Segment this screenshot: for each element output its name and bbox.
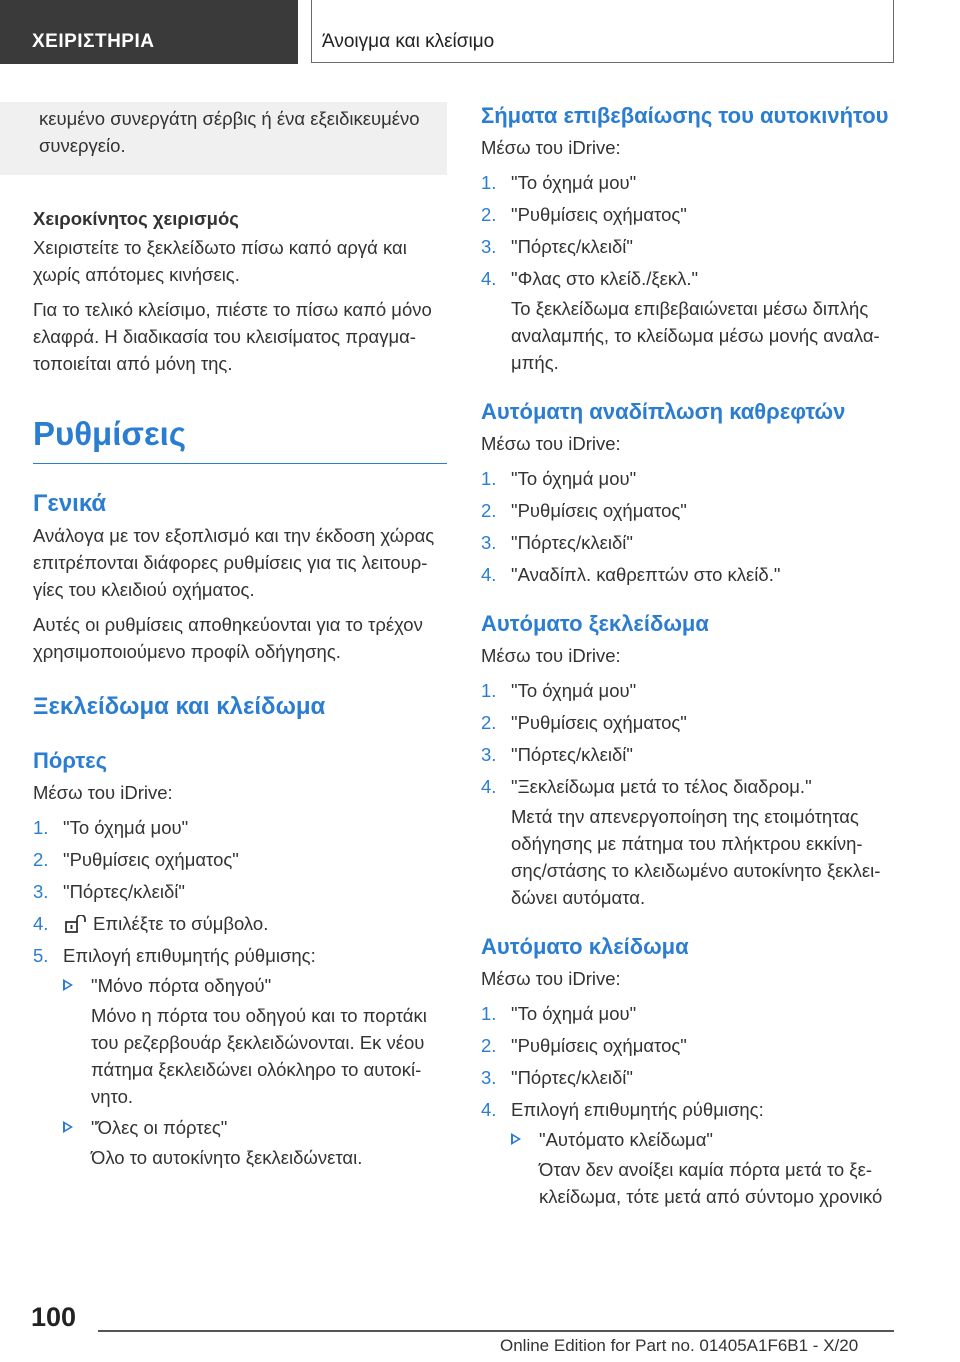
autolock-heading: Αυτόματο κλείδωμα bbox=[481, 934, 689, 959]
triangle-bullet-icon bbox=[511, 1133, 521, 1145]
mirror-heading: Αυτόματη αναδίπλωση καθρεφτών bbox=[481, 399, 846, 424]
general-paragraph-1: Ανάλογα με τον εξοπλισμό και την έκδοση χώρας επιτρέπονται διάφορες ρυθμίσεις για τις λειτουρ-γίες του κλειδιού οχήματος. bbox=[33, 525, 435, 600]
list-item: 2. "Ρυθμίσεις οχήματος" bbox=[481, 204, 687, 225]
list-item: 3. "Πόρτες/κλειδί" bbox=[481, 532, 633, 553]
right-column bbox=[481, 102, 895, 1215]
option-description: Όλο το αυτοκίνητο ξεκλειδώνεται. bbox=[91, 1147, 363, 1168]
autolock-steps bbox=[481, 1000, 895, 1210]
list-item: 1. "Το όχημά μου" bbox=[481, 680, 637, 701]
autolock-via: Μέσω του iDrive: bbox=[481, 968, 621, 989]
option-description: Όταν δεν ανοίξει καμία πόρτα μετά το ξε-κλείδωμα, τότε μετά από σύντομο χρονικό bbox=[539, 1159, 883, 1207]
list-item: 4. "Φλας στο κλείδ./ξεκλ." Το ξεκλείδωμα επιβεβαιώνεται μέσω διπλής αναλαμπής, το κλείδωμα μέσω μονής αναλα-μπής. bbox=[481, 265, 895, 376]
option-item: "Όλες οι πόρτες" Όλο το αυτοκίνητο ξεκλειδώνεται. bbox=[63, 1114, 447, 1171]
list-item: 3. "Πόρτες/κλειδί" bbox=[481, 236, 633, 257]
autounlock-steps bbox=[481, 677, 895, 911]
doors-options bbox=[63, 972, 447, 1171]
doors-via: Μέσω του iDrive: bbox=[33, 782, 173, 803]
list-item: 1. "Το όχημά μου" bbox=[33, 817, 189, 838]
list-item: 2. "Ρυθμίσεις οχήματος" bbox=[481, 712, 687, 733]
list-item: 3. "Πόρτες/κλειδί" bbox=[33, 881, 185, 902]
confirm-via: Μέσω του iDrive: bbox=[481, 137, 621, 158]
mirror-via: Μέσω του iDrive: bbox=[481, 433, 621, 454]
list-item: 3. "Πόρτες/κλειδί" bbox=[481, 1067, 633, 1088]
list-item: 4. "Ξεκλείδωμα μετά το τέλος διαδρομ." Μετά την απενεργοποίηση της ετοιμότητας οδήγησης με πάτημα του πλήκτρου εκκίνη-σης/στάσης το κλειδωμένο αυτοκίνητο ξεκλει-δώνει αυτόματα. bbox=[481, 773, 895, 911]
list-item: 3. "Πόρτες/κλειδί" bbox=[481, 744, 633, 765]
unlock-lock-heading: Ξεκλείδωμα και κλείδωμα bbox=[33, 693, 326, 720]
section-title: ΧΕΙΡΙΣΤΗΡΙΑ bbox=[32, 31, 155, 52]
list-item: 1. "Το όχημά μου" bbox=[481, 468, 637, 489]
footer-edition: Online Edition for Part no. 01405A1F6B1 - X/20 bbox=[500, 1336, 859, 1355]
autounlock-heading: Αυτόματο ξεκλείδωμα bbox=[481, 611, 709, 636]
doors-steps bbox=[33, 814, 447, 1171]
general-paragraph-2: Αυτές οι ρυθμίσεις αποθηκεύονται για το τρέχον χρησιμοποιούμενο προφίλ οδήγησης. bbox=[33, 614, 423, 662]
manual-heading: Χειροκίνητος χειρισμός bbox=[33, 208, 239, 229]
unlock-icon bbox=[65, 915, 87, 933]
triangle-bullet-icon bbox=[63, 1121, 73, 1133]
list-item: 2. "Ρυθμίσεις οχήματος" bbox=[481, 1035, 687, 1056]
settings-heading: Ρυθμίσεις bbox=[33, 415, 447, 464]
section-tab bbox=[0, 0, 298, 64]
list-item: 4. Επιλογή επιθυμητής ρύθμισης: "Αυτόματο κλείδωμα" Όταν δεν ανοίξει καμία πόρτα μετά το ξε-κλείδωμα, τότε μετά από σύντομο χρονικό bbox=[481, 1096, 895, 1210]
manual-paragraph-2: Για το τελικό κλείσιμο, πιέστε το πίσω καπό μόνο ελαφρά. Η διαδικασία του κλεισίματος πραγμα-τοποιείται από μόνη της. bbox=[33, 299, 432, 374]
confirm-steps bbox=[481, 169, 895, 376]
list-item: 4. Επιλέξτε το σύμβολο. bbox=[33, 913, 269, 934]
list-item: 1. "Το όχημά μου" bbox=[481, 1003, 637, 1024]
autolock-options bbox=[511, 1126, 895, 1210]
list-item: 2. "Ρυθμίσεις οχήματος" bbox=[481, 500, 687, 521]
left-column bbox=[33, 102, 447, 1176]
doors-heading: Πόρτες bbox=[33, 748, 108, 773]
list-item: 1. "Το όχημά μου" bbox=[481, 172, 637, 193]
triangle-bullet-icon bbox=[63, 979, 73, 991]
general-heading: Γενικά bbox=[33, 490, 107, 517]
chapter-title: Άνοιγμα και κλείσιμο bbox=[322, 31, 495, 52]
page-number: 100 bbox=[31, 1302, 77, 1332]
mirror-steps bbox=[481, 465, 895, 588]
chapter-tab bbox=[311, 0, 894, 63]
list-item: 5. Επιλογή επιθυμητής ρύθμισης: "Μόνο πόρτα οδηγού" Μόνο η πόρτα του οδηγού και το πορτάκι του ρεζερβουάρ ξεκλειδώνονται. Εκ νέου πάτημα ξεκλειδώνει ολόκληρο το αυτοκί-νητο. "Όλες οι πόρτες" Όλο το αυτοκίνητο ξεκλειδώνεται. bbox=[33, 942, 447, 1171]
manual-paragraph-1: Χειριστείτε το ξεκλείδωτο πίσω καπό αργά και χωρίς απότομες κινήσεις. bbox=[33, 237, 407, 285]
note-box: κευμένο συνεργάτη σέρβις ή ένα εξειδικευμένο συνεργείο. bbox=[0, 102, 447, 175]
option-item: "Αυτόματο κλείδωμα" Όταν δεν ανοίξει καμία πόρτα μετά το ξε-κλείδωμα, τότε μετά από σύντομο χρονικό bbox=[511, 1126, 895, 1210]
list-item: 2. "Ρυθμίσεις οχήματος" bbox=[33, 849, 239, 870]
confirm-heading: Σήματα επιβεβαίωσης του αυτοκινήτου bbox=[481, 103, 889, 128]
list-item: 4. "Αναδίπλ. καθρεπτών στο κλείδ." bbox=[481, 564, 781, 585]
step-description: Μετά την απενεργοποίηση της ετοιμότητας οδήγησης με πάτημα του πλήκτρου εκκίνη-σης/στάσης το κλειδωμένο αυτοκίνητο ξεκλει-δώνει αυτόματα. bbox=[511, 806, 881, 908]
option-description: Μόνο η πόρτα του οδηγού και το πορτάκι του ρεζερβουάρ ξεκλειδώνονται. Εκ νέου πάτημα ξεκλειδώνει ολόκληρο το αυτοκί-νητο. bbox=[91, 1005, 427, 1107]
autounlock-via: Μέσω του iDrive: bbox=[481, 645, 621, 666]
footer-divider bbox=[98, 1330, 894, 1332]
step-description: Το ξεκλείδωμα επιβεβαιώνεται μέσω διπλής αναλαμπής, το κλείδωμα μέσω μονής αναλα-μπής. bbox=[511, 298, 880, 373]
option-item: "Μόνο πόρτα οδηγού" Μόνο η πόρτα του οδηγού και το πορτάκι του ρεζερβουάρ ξεκλειδώνονται. Εκ νέου πάτημα ξεκλειδώνει ολόκληρο το αυτοκί-νητο. bbox=[63, 972, 447, 1110]
